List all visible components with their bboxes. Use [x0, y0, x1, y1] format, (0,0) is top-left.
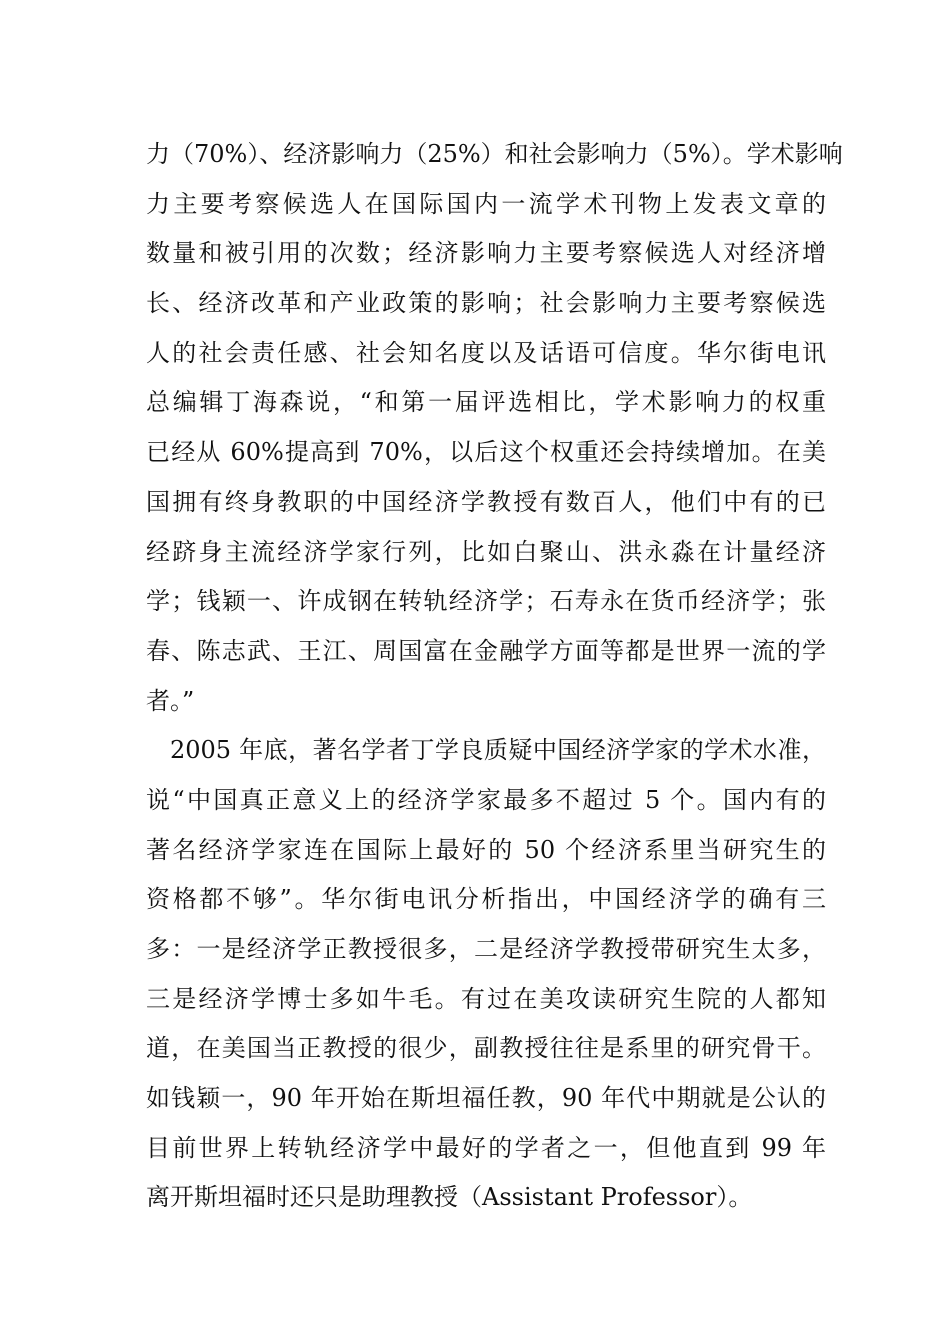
text-line: 经跻身主流经济学家行列，比如白聚山、洪永淼在计量经济: [146, 537, 826, 566]
text-line: 如钱颖一，90 年开始在斯坦福任教，90 年代中期就是公认的: [146, 1084, 826, 1113]
text-line: 目前世界上转轨经济学中最好的学者之一，但他直到 99 年: [146, 1133, 826, 1162]
text-line: 道，在美国当正教授的很少，副教授往往是系里的研究骨干。: [146, 1034, 826, 1063]
paragraph-2: [146, 726, 826, 1223]
text-line: 说“中国真正意义上的经济学家最多不超过 5 个。国内有的: [146, 785, 826, 814]
text-line: 学；钱颖一、许成钢在转轨经济学；石寿永在货币经济学；张: [146, 587, 826, 616]
text-line: 春、陈志武、王江、周国富在金融学方面等都是世界一流的学: [146, 636, 826, 665]
text-line: 者。”: [146, 686, 195, 715]
text-line: 人的社会责任感、社会知名度以及话语可信度。华尔街电讯: [146, 338, 826, 367]
text-line: 已经从 60%提高到 70%，以后这个权重还会持续增加。在美: [146, 438, 826, 467]
text-line: 国拥有终身教职的中国经济学教授有数百人，他们中有的已: [146, 487, 826, 516]
text-line: 2005 年底，著名学者丁学良质疑中国经济学家的学术水准，: [170, 736, 826, 765]
body-text: [146, 130, 843, 1223]
text-line: 长、经济改革和产业政策的影响；社会影响力主要考察候选: [146, 289, 826, 318]
text-line: 力（70%）、经济影响力（25%）和社会影响力（5%）。学术影响: [146, 140, 843, 168]
text-line: 多：一是经济学正教授很多，二是经济学教授带研究生太多，: [146, 935, 826, 963]
text-line: 著名经济学家连在国际上最好的 50 个经济系里当研究生的: [146, 835, 826, 864]
paragraph-1: [146, 130, 843, 726]
text-line: 三是经济学博士多如牛毛。有过在美攻读研究生院的人都知: [146, 984, 826, 1013]
text-line: 资格都不够”。华尔街电讯分析指出，中国经济学的确有三: [146, 885, 826, 914]
text-line: 力主要考察候选人在国际国内一流学术刊物上发表文章的: [146, 189, 826, 218]
text-line: 数量和被引用的次数；经济影响力主要考察候选人对经济增: [146, 239, 826, 268]
text-line: 离开斯坦福时还只是助理教授（Assistant Professor）。: [146, 1183, 753, 1212]
text-line: 总编辑丁海森说，“和第一届评选相比，学术影响力的权重: [146, 388, 826, 417]
